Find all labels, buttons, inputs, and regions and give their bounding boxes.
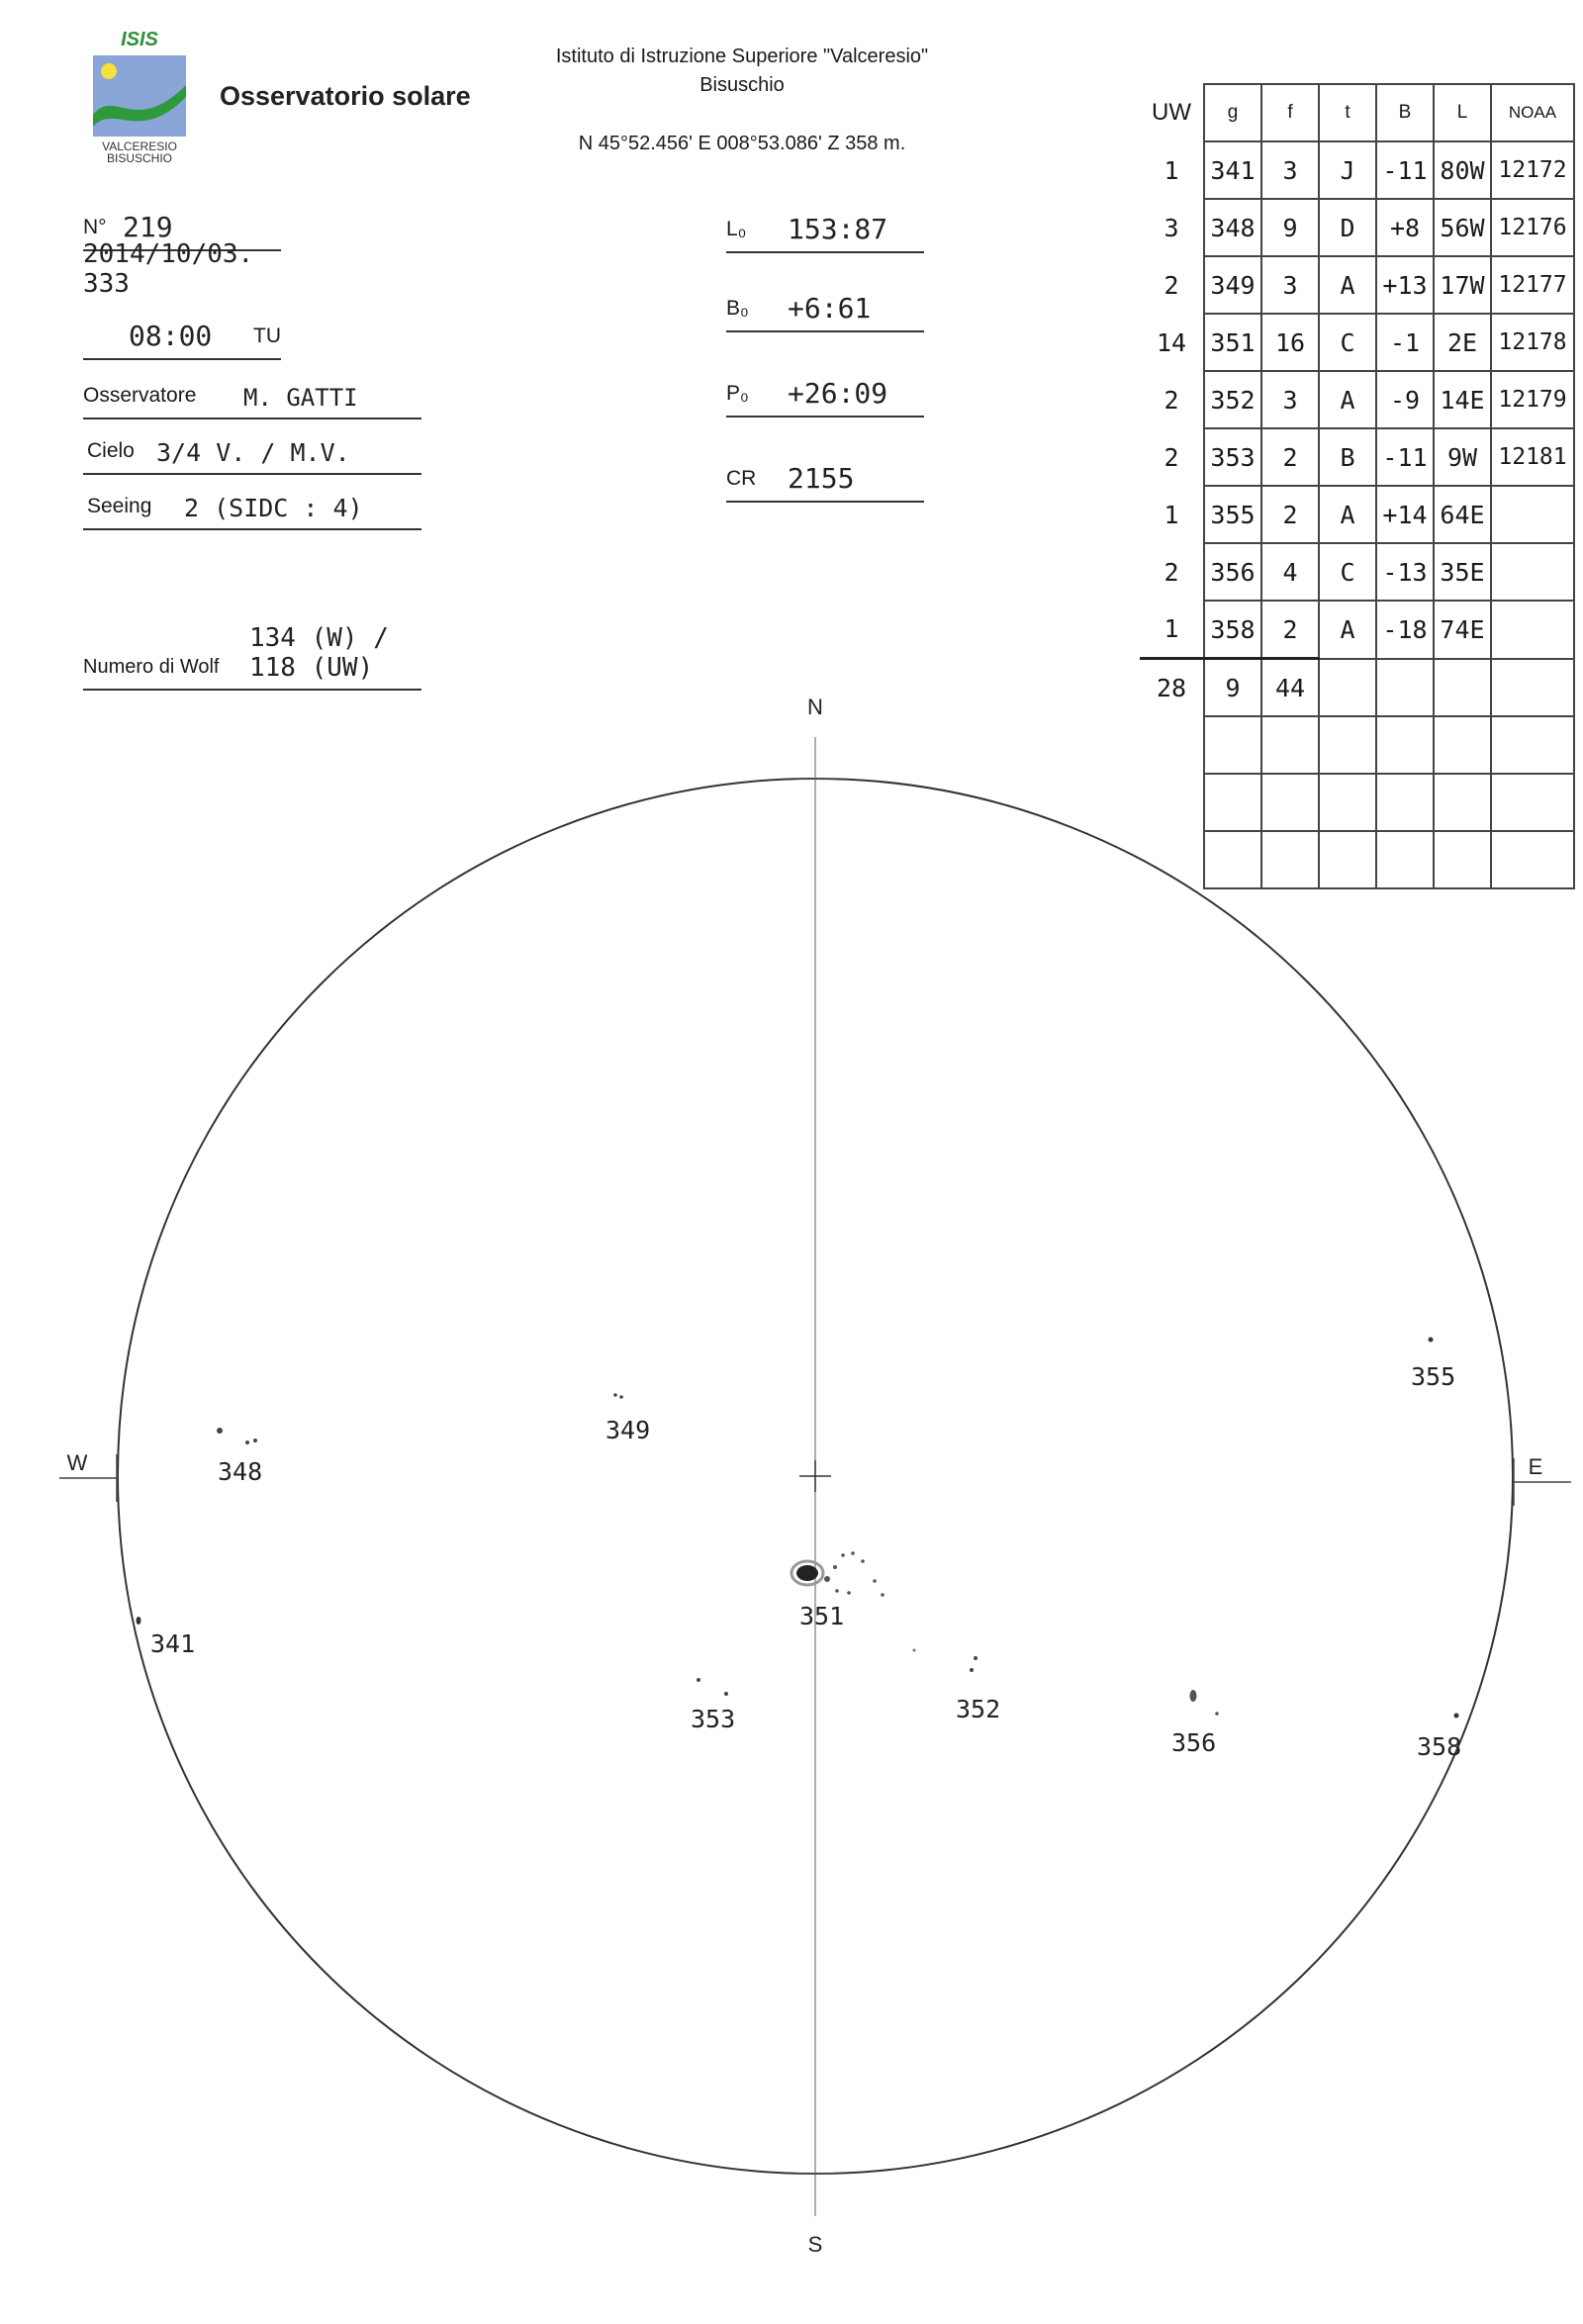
empty-cell (1261, 831, 1319, 888)
header-b: B (1376, 84, 1434, 141)
cell-t: A (1319, 256, 1376, 314)
sky-field (83, 429, 421, 475)
cell-noaa: 12177 (1491, 256, 1574, 314)
cell-l: 2E (1434, 314, 1491, 371)
total-uw: 28 (1140, 659, 1204, 717)
cell-b: -1 (1376, 314, 1434, 371)
l0-value: 153:87 (788, 213, 888, 245)
l0-field (726, 208, 924, 253)
number-label: N° (83, 216, 107, 238)
b0-field (726, 287, 924, 332)
empty-cell (1261, 774, 1319, 831)
sunspot (253, 1439, 257, 1442)
b0-value: +6:61 (788, 292, 872, 325)
table-row (1140, 486, 1574, 543)
empty-cell (1434, 831, 1491, 888)
table-row (1140, 314, 1574, 371)
cell-g: 356 (1204, 543, 1261, 601)
empty-cell (1140, 774, 1204, 831)
sunspot-leader (796, 1565, 818, 1581)
cell-g: 352 (1204, 371, 1261, 428)
north-label: N (807, 695, 823, 719)
sunspot-group-341 (137, 1617, 196, 1658)
sunspot-groups-table (1140, 83, 1575, 889)
cell-noaa: 12179 (1491, 371, 1574, 428)
cell-l: 74E (1434, 601, 1491, 659)
cell-l: 9W (1434, 428, 1491, 486)
empty-cell (1319, 659, 1376, 717)
cell-f: 2 (1261, 601, 1319, 659)
observer-value: M. GATTI (243, 384, 358, 412)
p0-value: +26:09 (788, 377, 888, 410)
cell-f: 3 (1261, 141, 1319, 199)
observatory-coordinates: N 45°52.456' E 008°53.086' Z 358 m. (578, 133, 906, 154)
sunspot (613, 1393, 617, 1397)
solar-disk-outline (118, 779, 1513, 2174)
cell-l: 17W (1434, 256, 1491, 314)
cr-field (726, 457, 924, 503)
cell-t: J (1319, 141, 1376, 199)
east-label: E (1528, 1454, 1543, 1479)
sunspot (881, 1593, 885, 1597)
sky-label: Cielo (87, 439, 135, 462)
cell-noaa (1491, 601, 1574, 659)
cell-b: -13 (1376, 543, 1434, 601)
empty-cell (1204, 831, 1261, 888)
cell-f: 3 (1261, 371, 1319, 428)
cell-noaa: 12176 (1491, 199, 1574, 256)
group-label-355: 355 (1411, 1362, 1456, 1391)
seeing-label: Seeing (87, 495, 152, 517)
time-field (83, 315, 281, 360)
totals-row (1140, 659, 1574, 717)
group-label-352: 352 (956, 1695, 1001, 1723)
cell-uw: 3 (1164, 213, 1179, 242)
cell-b: -18 (1376, 601, 1434, 659)
sunspot (970, 1668, 974, 1672)
sunspot (835, 1589, 839, 1593)
cell-uw: 1 (1164, 614, 1179, 643)
cell-uw: 1 (1164, 155, 1179, 185)
sunspot-group-351 (792, 1551, 885, 1630)
group-label-351: 351 (799, 1602, 845, 1630)
logo-caption-2: BISUSCHIO (106, 151, 173, 165)
sunspot-group-356 (1171, 1690, 1219, 1757)
isis-logo (85, 28, 194, 166)
cell-b: +14 (1376, 486, 1434, 543)
cell-b: -9 (1376, 371, 1434, 428)
sunspot (841, 1553, 845, 1557)
cell-f: 4 (1261, 543, 1319, 601)
logo-sun-icon (101, 63, 117, 79)
sunspot (833, 1565, 837, 1569)
sunspot (1190, 1690, 1197, 1702)
cell-b: +8 (1376, 199, 1434, 256)
empty-cell (1376, 659, 1434, 717)
seeing-value: 2 (SIDC : 4) (184, 494, 363, 522)
empty-cell (1140, 716, 1204, 774)
number-value: 219 (123, 211, 173, 243)
observer-field (83, 374, 421, 419)
cr-label: CR (726, 467, 757, 490)
empty-cell (1491, 716, 1574, 774)
sunspot (1454, 1714, 1459, 1719)
empty-cell (1434, 659, 1491, 717)
logo-text: ISIS (121, 29, 158, 50)
sky-value: 3/4 V. / M.V. (156, 438, 350, 467)
group-label-341: 341 (150, 1629, 196, 1658)
cell-t: B (1319, 428, 1376, 486)
empty-cell (1376, 716, 1434, 774)
sunspot-group-348 (217, 1428, 262, 1486)
cell-noaa (1491, 486, 1574, 543)
sunspot (873, 1579, 877, 1583)
header-f: f (1261, 84, 1319, 141)
cell-b: -11 (1376, 428, 1434, 486)
table-row (1140, 543, 1574, 601)
header-noaa: NOAA (1491, 84, 1574, 141)
sunspot-group-358 (1417, 1714, 1461, 1762)
p0-field (726, 372, 924, 418)
cell-uw: 14 (1156, 327, 1187, 357)
cell-f: 2 (1261, 486, 1319, 543)
group-label-356: 356 (1171, 1728, 1217, 1757)
sunspot (619, 1395, 623, 1399)
cell-l: 64E (1434, 486, 1491, 543)
empty-cell (1491, 659, 1574, 717)
cell-uw: 1 (1164, 500, 1179, 529)
cell-uw: 2 (1164, 442, 1179, 472)
cell-t: C (1319, 314, 1376, 371)
empty-cell (1491, 774, 1574, 831)
cell-t: A (1319, 601, 1376, 659)
table-row (1140, 199, 1574, 256)
cell-t: A (1319, 371, 1376, 428)
sunspot (1215, 1712, 1219, 1716)
time-value: 08:00 (129, 320, 213, 352)
sunspot (861, 1559, 865, 1563)
empty-cell (1319, 831, 1376, 888)
empty-cell (1434, 716, 1491, 774)
cell-uw: 2 (1164, 270, 1179, 300)
date-field (83, 239, 281, 305)
cell-noaa: 12178 (1491, 314, 1574, 371)
table-row (1140, 256, 1574, 314)
table-header-row (1140, 84, 1574, 141)
empty-cell (1376, 831, 1434, 888)
group-label-348: 348 (218, 1457, 263, 1486)
institute-name: Istituto di Istruzione Superiore "Valceresio" (555, 46, 929, 67)
logo-caption-1: VALCERESIO (102, 139, 177, 153)
cell-g: 355 (1204, 486, 1261, 543)
sunspot (245, 1441, 249, 1444)
west-label: W (66, 1450, 88, 1475)
cell-uw: 2 (1164, 385, 1179, 415)
cell-g: 351 (1204, 314, 1261, 371)
cell-t: C (1319, 543, 1376, 601)
cell-t: D (1319, 199, 1376, 256)
date-value: 2014/10/03. 333 (83, 239, 254, 299)
sunspot (697, 1678, 700, 1682)
observer-label: Osservatore (83, 384, 197, 407)
empty-cell (1140, 831, 1204, 888)
cell-l: 14E (1434, 371, 1491, 428)
south-label: S (807, 2232, 823, 2257)
sunspot (824, 1576, 830, 1582)
empty-cell (1261, 716, 1319, 774)
sunspot (724, 1692, 728, 1696)
empty-row (1140, 831, 1574, 888)
cell-l: 35E (1434, 543, 1491, 601)
sunspot-group-355 (1411, 1338, 1455, 1392)
sunspot (137, 1617, 141, 1625)
header-uw: UW (1152, 99, 1191, 126)
sunspot (847, 1591, 851, 1595)
group-label-353: 353 (691, 1705, 736, 1733)
header-g: g (1204, 84, 1261, 141)
sunspot (974, 1656, 978, 1660)
time-zone: TU (253, 325, 281, 347)
table-row (1140, 371, 1574, 428)
empty-cell (1319, 774, 1376, 831)
cell-g: 353 (1204, 428, 1261, 486)
total-g: 9 (1204, 659, 1261, 717)
table-row (1140, 141, 1574, 199)
sunspot (913, 1649, 916, 1652)
cell-g: 349 (1204, 256, 1261, 314)
observatory-title: Osservatorio solare (220, 81, 471, 111)
empty-cell (1434, 774, 1491, 831)
cell-g: 358 (1204, 601, 1261, 659)
empty-cell (1491, 831, 1574, 888)
institute-town: Bisuschio (699, 74, 785, 96)
table-row (1140, 601, 1574, 659)
l0-label: L₀ (726, 218, 747, 240)
cell-g: 341 (1204, 141, 1261, 199)
cell-b: -11 (1376, 141, 1434, 199)
cell-f: 2 (1261, 428, 1319, 486)
sunspot (851, 1551, 855, 1555)
cell-uw: 2 (1164, 557, 1179, 587)
cell-t: A (1319, 486, 1376, 543)
sunspot-group-353 (691, 1678, 735, 1733)
empty-row (1140, 774, 1574, 831)
cell-noaa: 12181 (1491, 428, 1574, 486)
table-body (1140, 141, 1574, 888)
b0-label: B₀ (726, 297, 749, 320)
header-l: L (1434, 84, 1491, 141)
cell-l: 56W (1434, 199, 1491, 256)
p0-label: P₀ (726, 382, 749, 405)
wolf-field (83, 623, 421, 691)
empty-row (1140, 716, 1574, 774)
header-t: t (1319, 84, 1376, 141)
cell-b: +13 (1376, 256, 1434, 314)
group-label-358: 358 (1417, 1732, 1462, 1761)
group-label-349: 349 (605, 1416, 651, 1444)
cr-value: 2155 (788, 462, 855, 495)
cell-g: 348 (1204, 199, 1261, 256)
empty-cell (1319, 716, 1376, 774)
cell-f: 3 (1261, 256, 1319, 314)
table-row (1140, 428, 1574, 486)
cell-f: 16 (1261, 314, 1319, 371)
sunspot-group-349 (605, 1393, 650, 1444)
sunspot (217, 1428, 223, 1434)
sunspot-penumbra (792, 1561, 823, 1585)
cell-f: 9 (1261, 199, 1319, 256)
sunspot (1429, 1338, 1434, 1343)
cell-noaa (1491, 543, 1574, 601)
seeing-field (83, 485, 421, 530)
empty-cell (1204, 716, 1261, 774)
cell-l: 80W (1434, 141, 1491, 199)
empty-cell (1204, 774, 1261, 831)
wolf-value: 134 (W) / 118 (UW) (249, 623, 389, 683)
cell-noaa: 12172 (1491, 141, 1574, 199)
wolf-label: Numero di Wolf (83, 656, 220, 678)
total-f: 44 (1261, 659, 1319, 717)
sunspot-group-352 (913, 1649, 1001, 1724)
empty-cell (1376, 774, 1434, 831)
